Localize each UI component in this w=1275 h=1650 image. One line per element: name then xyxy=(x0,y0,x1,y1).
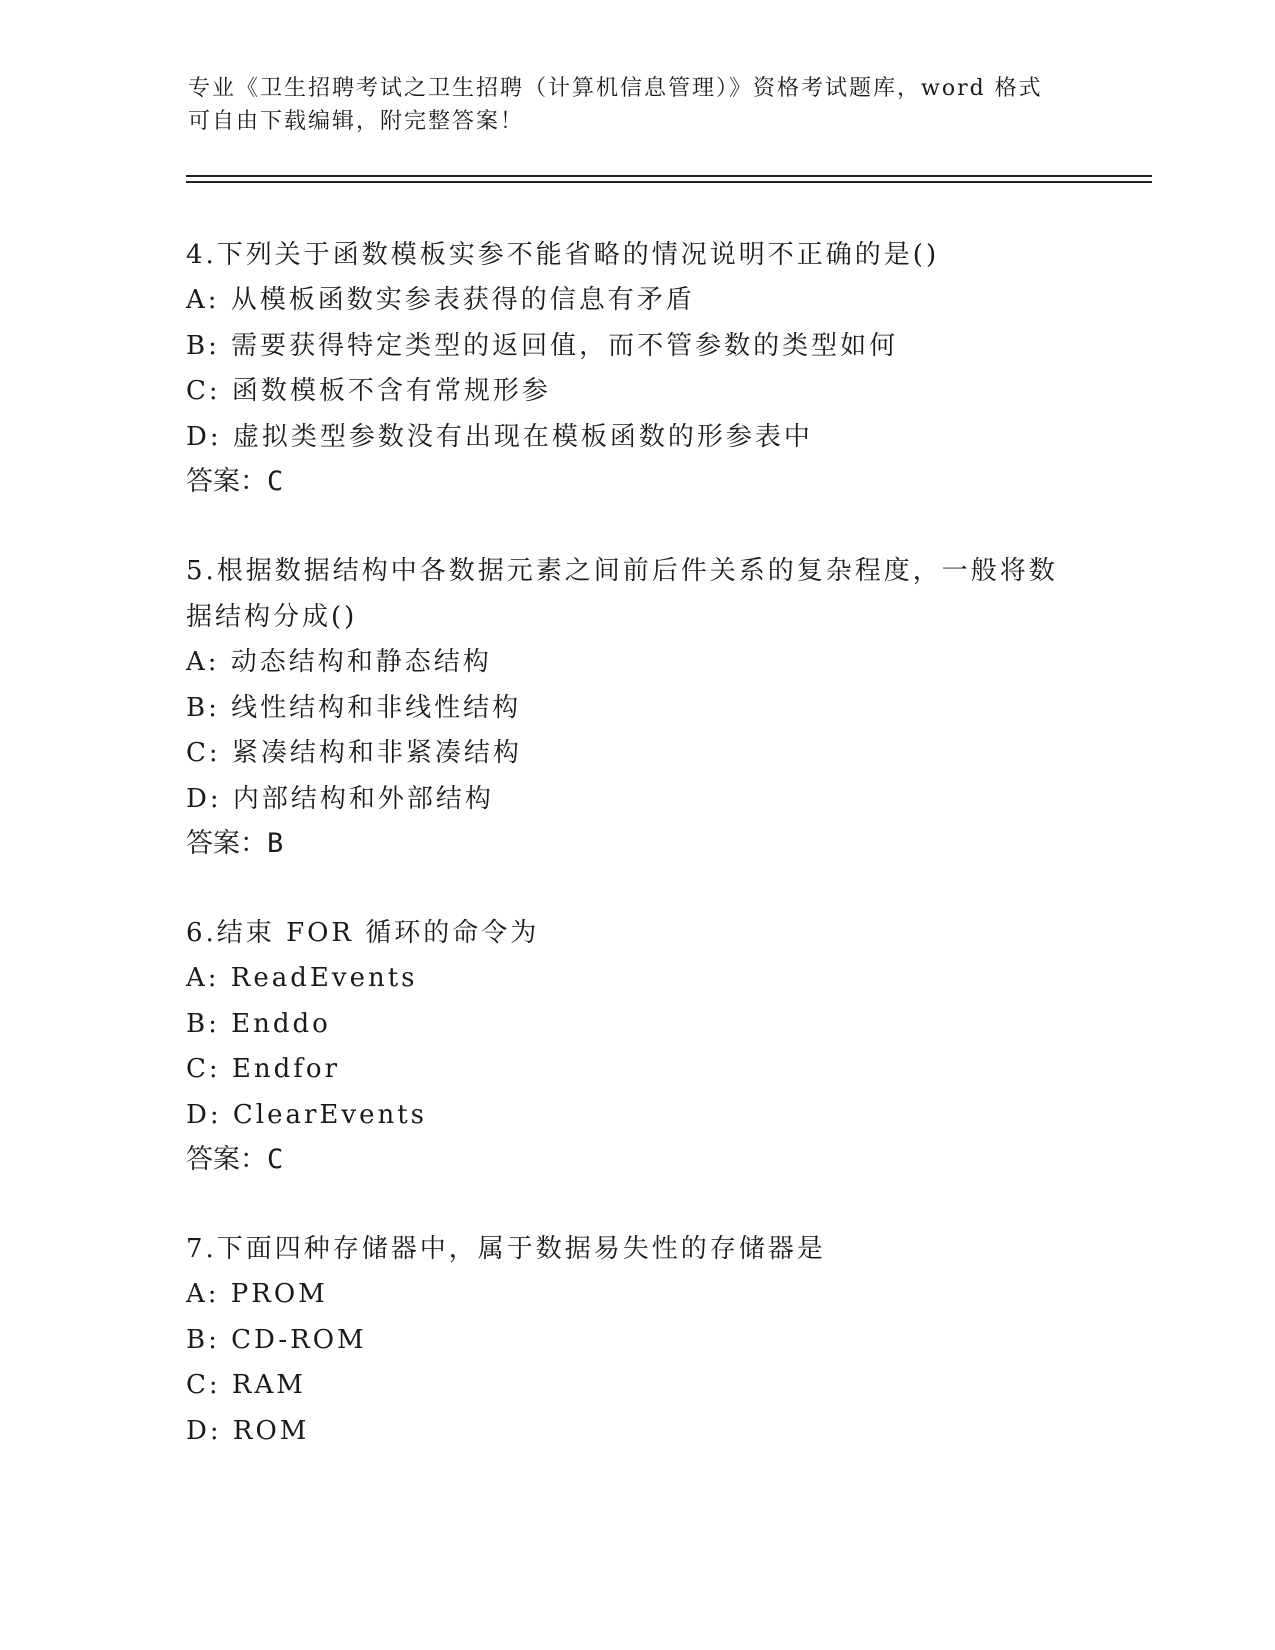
option-b: B: CD-ROM xyxy=(186,1324,367,1355)
option-a: A: PROM xyxy=(186,1279,328,1309)
option-c: C: Endfor xyxy=(186,1054,340,1084)
option-d: D: 虚拟类型参数没有出现在模板函数的形参表中 xyxy=(186,421,813,452)
header-line-2: 可自由下载编辑，附完整答案！ xyxy=(188,109,525,134)
question-7 xyxy=(186,1226,1086,1454)
header-rule-top xyxy=(186,175,1152,177)
answer: 答案：C xyxy=(186,1144,284,1175)
option-a: A: 从模板函数实参表获得的信息有矛盾 xyxy=(186,285,695,315)
question-6 xyxy=(186,910,1086,1182)
option-b: B: 线性结构和非线性结构 xyxy=(186,692,522,723)
header-line-1: 专业《卫生招聘考试之卫生招聘（计算机信息管理）》资格考试题库，word 格式 xyxy=(188,76,1043,101)
option-d: D: ClearEvents xyxy=(186,1099,427,1130)
option-a: A: ReadEvents xyxy=(186,963,418,993)
option-d: D: 内部结构和外部结构 xyxy=(186,783,494,814)
option-b: B: 需要获得特定类型的返回值，而不管参数的类型如何 xyxy=(186,330,899,361)
option-c: C: RAM xyxy=(186,1370,306,1400)
question-stem: 6.结束 FOR 循环的命令为 xyxy=(186,918,540,948)
option-c: C: 函数模板不含有常规形参 xyxy=(186,376,551,406)
answer: 答案：C xyxy=(186,466,284,497)
option-c: C: 紧凑结构和非紧凑结构 xyxy=(186,738,522,768)
question-stem: 5.根据数据结构中各数据元素之间前后件关系的复杂程度，一般将数据结构分成() xyxy=(186,556,1058,632)
header-rule-bottom xyxy=(186,181,1152,183)
question-stem: 7.下面四种存储器中，属于数据易失性的存储器是 xyxy=(186,1234,826,1264)
option-b: B: Enddo xyxy=(186,1008,331,1039)
question-stem: 4.下列关于函数模板实参不能省略的情况说明不正确的是() xyxy=(186,240,940,270)
question-list xyxy=(186,232,1086,1498)
document-header xyxy=(188,72,1068,138)
answer: 答案：B xyxy=(186,828,284,859)
option-a: A: 动态结构和静态结构 xyxy=(186,647,492,677)
question-4 xyxy=(186,232,1086,504)
question-5 xyxy=(186,548,1086,866)
option-d: D: ROM xyxy=(186,1415,310,1446)
